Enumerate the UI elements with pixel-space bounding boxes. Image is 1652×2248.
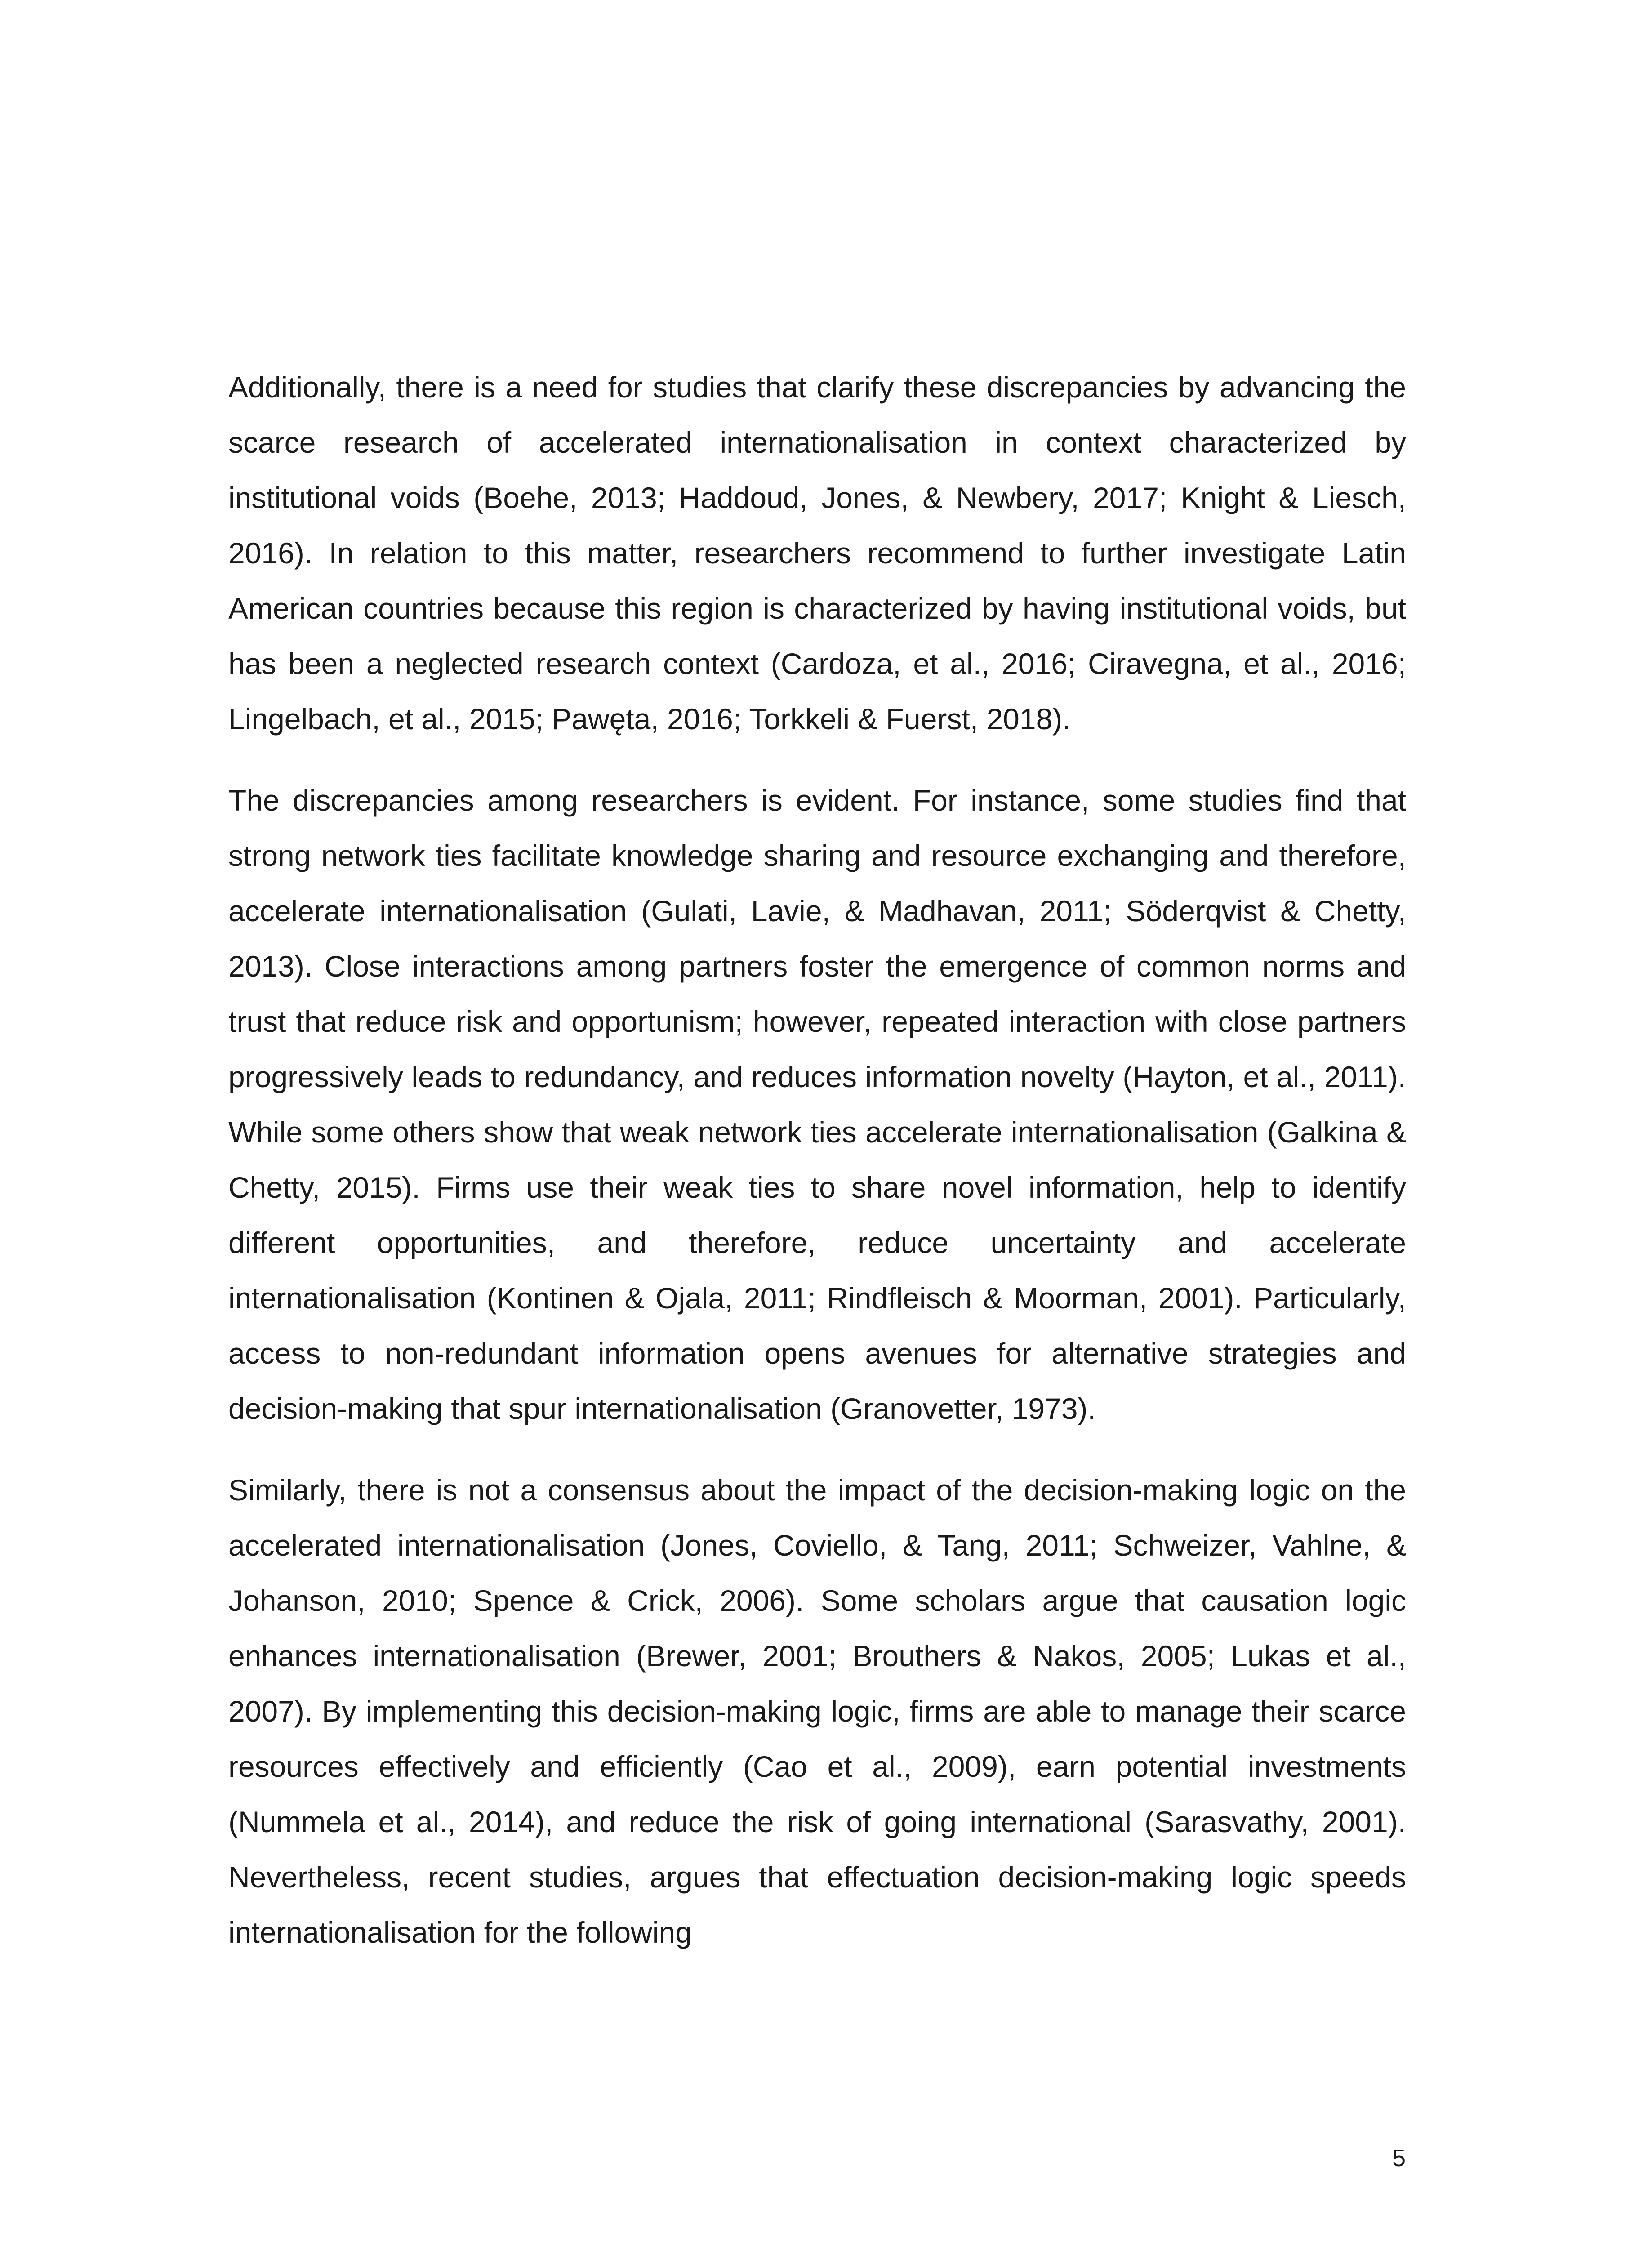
paragraph-3: Similarly, there is not a consensus about the impact of the decision-making logic on the accelerated internationalisation (Jones, Coviello, & Tang, 2011; Schweizer, Vahlne, & Johanson, 2010; Spence & Crick, 2006). Some scholars argue that causation logic enhances internationalisation (Brewer, 2001; Brouthers & Nakos, 2005; Lukas et al., 2007). By implementing this decision-making logic, firms are able to manage their scarce resources effectively and efficiently (Cao et al., 2009), earn potential investments (Nummela et al., 2014), and reduce the risk of going international (Sarasvathy, 2001). Nevertheless, recent studies, argues that effectuation decision-making logic speeds internationalisation for the following: [228, 1473, 1406, 1949]
paragraph-2: The discrepancies among researchers is evident. For instance, some studies find that strong network ties facilitate knowledge sharing and resource exchanging and therefore, accelerate internationalisation (Gulati, Lavie, & Madhavan, 2011; Söderqvist & Chetty, 2013). Close interactions among partners foster the emergence of common norms and trust that reduce risk and opportunism; however, repeated interaction with close partners progressively leads to redundancy, and reduces information novelty (Hayton, et al., 2011). While some others show that weak network ties accelerate internationalisation (Galkina & Chetty, 2015). Firms use their weak ties to share novel information, help to identify different opportunities, and therefore, reduce uncertainty and accelerate internationalisation (Kontinen & Ojala, 2011; Rindfleisch & Moorman, 2001). Particularly, access to non-redundant information opens avenues for alternative strategies and decision-making that spur internationalisation (Granovetter, 1973).: [228, 784, 1406, 1425]
paragraph-1: Additionally, there is a need for studies that clarify these discrepancies by advancing the scarce research of accelerated internationalisation in context characterized by institutional voids (Boehe, 2013; Haddoud, Jones, & Newbery, 2017; Knight & Liesch, 2016). In relation to this matter, researchers recommend to further investigate Latin American countries because this region is characterized by having institutional voids, but has been a neglected research context (Cardoza, et al., 2016; Ciravegna, et al., 2016; Lingelbach, et al., 2015; Pawęta, 2016; Torkkeli & Fuerst, 2018).: [228, 370, 1406, 736]
page-number: 5: [1392, 2145, 1406, 2172]
body-text: [228, 360, 1406, 1986]
